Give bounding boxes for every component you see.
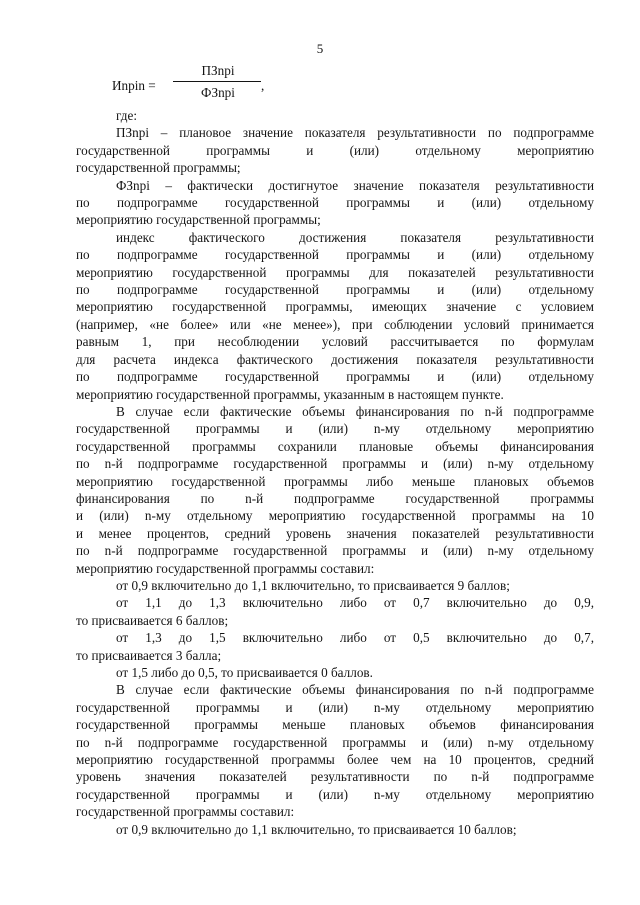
text-line: по n-й подпрограмме государственной программы и (или) n-му отдельному [76,456,594,472]
text-line: мероприятию государственной программы составил: [76,560,375,576]
formula [112,62,312,102]
text-line: по n-й подпрограмме государственной программы и (или) n-му отдельному [76,734,594,750]
text-line: от 0,9 включительно до 1,1 включительно, то присваивается 9 баллов; [116,577,510,593]
body-text [76,107,594,838]
text-line: государственной программы составил: [76,804,295,820]
text-line: государственной программы и (или) n-му отдельному мероприятию [76,699,594,715]
text-line: мероприятию государственной программы, имеющих значение с условием [76,299,594,315]
text-line: индекс фактического достижения показателя результативности [116,229,594,245]
text-line: от 1,3 до 1,5 включительно либо от 0,5 включительно до 0,7, [116,630,594,646]
text-line: мероприятию государственной программы, указанным в настоящем пункте. [76,386,504,402]
text-line: ПЗnpi – плановое значение показателя результативности по подпрограмме [116,125,594,141]
text-line: государственной программы и (или) n-му отдельному мероприятию [76,421,594,437]
text-line: мероприятию государственной программы для показателей результативности [76,264,594,280]
text-line: ФЗnpi – фактически достигнутое значение показателя результативности [116,177,594,193]
text-line: В случае если фактические объемы финансирования по n-й подпрограмме [116,682,594,698]
text-line: по подпрограмме государственной программы и (или) отдельному [76,282,594,298]
formula-lhs: Иnpin = [112,78,156,93]
fraction-bar [173,81,261,82]
text-line: государственной программы меньше плановых объемов финансирования [76,717,594,733]
text-line: равным 1, при несоблюдении условий рассчитывается по формулам [76,334,594,350]
text-line: то присваивается 6 баллов; [76,612,229,628]
text-line: от 0,9 включительно до 1,1 включительно, то присваивается 10 баллов; [116,821,517,837]
text-line: по подпрограмме государственной программы и (или) отдельному [76,247,594,263]
text-line: по подпрограмме государственной программы и (или) отдельному [76,195,594,211]
text-line: то присваивается 3 балла; [76,647,222,663]
text-line: по n-й подпрограмме государственной программы и (или) n-му отдельному [76,543,594,559]
text-line: государственной программы и (или) n-му отдельному мероприятию [76,786,594,802]
text-line: мероприятию государственной программы более чем на 10 процентов, средний [76,752,594,768]
text-line: по подпрограмме государственной программы и (или) отдельному [76,369,594,385]
text-line: от 1,1 до 1,3 включительно либо от 0,7 включительно до 0,9, [116,595,594,611]
text-line: (например, «не более» или «не менее»), при соблюдении условий принимается [76,316,594,332]
text-line: от 1,5 либо до 0,5, то присваивается 0 баллов. [116,665,373,680]
text-line: и (или) n-му отдельному мероприятию государственной программы на 10 [76,508,594,524]
text-line: мероприятию государственной программы либо меньше плановых объемов [76,473,594,489]
text-line: уровень значения показателей результативности по n-й подпрограмме [76,769,594,785]
text-line: и менее процентов, средний уровень значения показателей результативности [76,525,594,541]
text-line: государственной программы; [76,160,241,176]
text-line: государственной программы и (или) отдельному мероприятию [76,142,594,158]
text-line: В случае если фактические объемы финансирования по n-й подпрограмме [116,403,594,419]
page-number: 5 [316,41,324,56]
formula-comma: , [261,78,265,93]
formula-denominator: ФЗnpi [201,85,235,100]
text-line: государственной программы сохранили плановые объемы финансирования [76,438,594,454]
text-line: где: [116,108,137,123]
text-line: для расчета индекса фактического достижения показателя результативности [76,351,594,367]
text-line: финансирования по n-й подпрограмме государственной программы [76,490,594,506]
formula-numerator: ПЗnpi [201,63,235,78]
text-line: мероприятию государственной программы; [76,212,321,228]
